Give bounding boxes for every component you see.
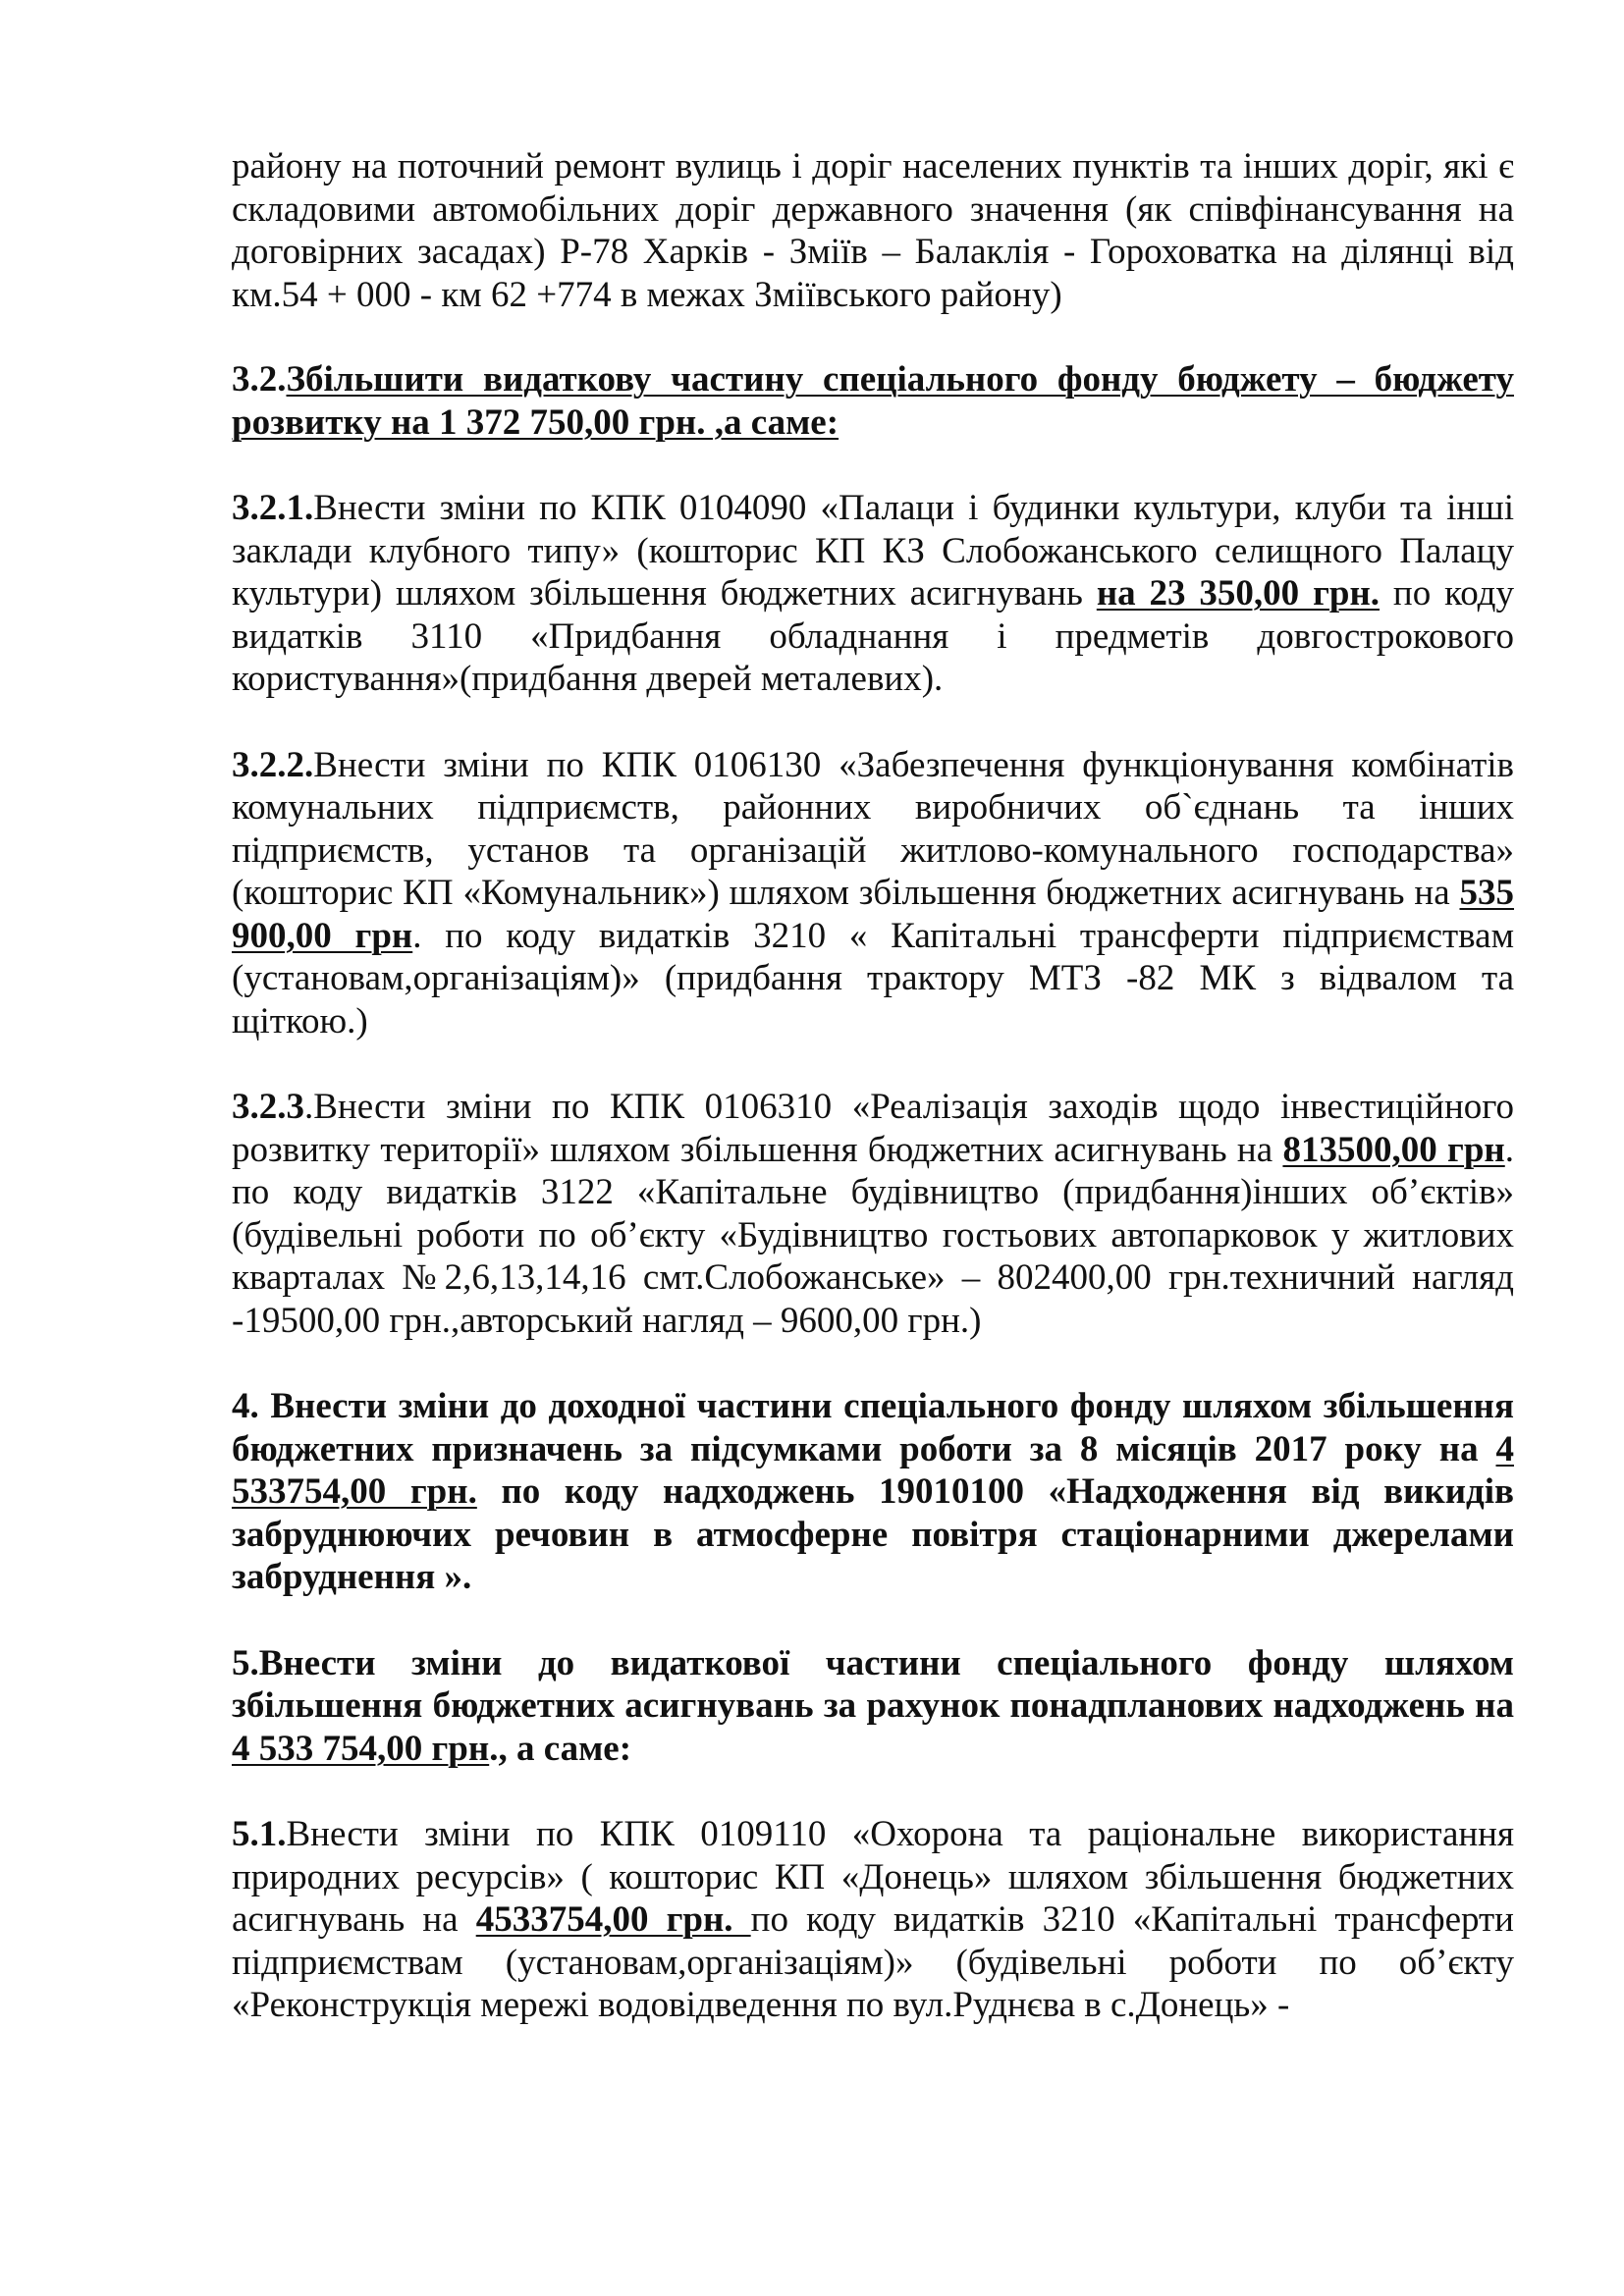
paragraph-road-repair bbox=[232, 145, 1514, 316]
section-3-2-1 bbox=[232, 487, 1514, 701]
amount: 4533754,00 грн. bbox=[475, 1899, 751, 1940]
paragraph-text: Внести зміни по КПК 0106130 «Забезпечення функціонування комбінатів комунальних підприємств, районних виробничих об`єднань та інших підприємств, установ та організацій житлово-комунального господарства» (кошторис КП «Комунальник») шляхом збільшення бюджетних асигнувань на bbox=[232, 744, 1514, 913]
paragraph-text: Внести зміни по КПК 0109110 «Охорона та раціональне використання природних ресурсів» ( кошторис КП «Донець» шляхом збільшення бюджетних асигнувань на bbox=[232, 1814, 1514, 1940]
paragraph-text: Внести зміни по КПК 0104090 «Палаци і будинки культури, клуби та інші заклади клубного типу» (кошторис КП КЗ Слобожанського селищного Палацу культури) шляхом збільшення бюджетних асигнувань bbox=[232, 488, 1514, 614]
section-number: 5.1. bbox=[232, 1814, 287, 1854]
paragraph-text: ., а саме: bbox=[489, 1728, 632, 1769]
section-number: 3.2.2. bbox=[232, 744, 314, 785]
section-5-1 bbox=[232, 1813, 1514, 2027]
paragraph-text: по коду видатків 3210 «Капітальні трансферти підприємствам (установам,організаціям)» (будівельні роботи по об’єкту «Реконструкція мережі водовідведення по вул.Руднєва в с.Донець» - bbox=[232, 1899, 1514, 2025]
paragraph-text: 5.Внести зміни до видаткової частини спеціального фонду шляхом збільшення бюджетних асигнувань за рахунок понадпланових надходжень на bbox=[232, 1642, 1514, 1726]
amount: 4 533 754,00 грн bbox=[232, 1728, 490, 1769]
document-page bbox=[232, 145, 1514, 2070]
section-number: 3.2.1. bbox=[232, 488, 314, 528]
amount: 535 900,00 грн bbox=[232, 873, 1514, 956]
section-4 bbox=[232, 1385, 1514, 1599]
paragraph-text: району на поточний ремонт вулиць і доріг населених пунктів та інших доріг, які є складовими автомобільних доріг державного значення (як співфінансування на договірних засадах) Р-78 Харків - Зміїв – Балаклія - Гороховатка на ділянці від км.54 + 000 - км 62 +774 в межах Зміївського району) bbox=[232, 146, 1514, 315]
paragraph-text: 4. Внести зміни до доходної частини спеціального фонду шляхом збільшення бюджетних призначень за підсумками роботи за 8 місяців 2017 року на bbox=[232, 1386, 1514, 1469]
section-3-2-3 bbox=[232, 1086, 1514, 1342]
section-number: 3.2. bbox=[232, 359, 287, 400]
paragraph-text: . по коду видатків 3122 «Капітальне будівництво (придбання)інших об’єктів» (будівельні роботи по об’єкту «Будівництво гостьових автопарковок у житлових кварталах №2,6,13,14,16 смт.Слобожанське» – 802400,00 грн.техничний нагляд -19500,00 грн.,авторський нагляд – 9600,00 грн.) bbox=[232, 1129, 1514, 1341]
section-3-2-2 bbox=[232, 744, 1514, 1043]
paragraph-text: .Внести зміни по КПК 0106310 «Реалізація заходів щодо інвестиційного розвитку території» шляхом збільшення бюджетних асигнувань на bbox=[232, 1087, 1514, 1170]
section-heading: Збільшити видаткову частину спеціального фонду бюджету – бюджету розвитку на 1 372 750,00 грн. ,а саме: bbox=[232, 359, 1514, 443]
paragraph-text: . по коду видатків 3210 « Капітальні трансферти підприємствам (установам,організаціям)» (придбання трактору МТЗ -82 МК з відвалом та щіткою.) bbox=[232, 915, 1514, 1041]
amount: 4 533754,00 грн. bbox=[232, 1428, 1514, 1512]
paragraph-text: по коду надходжень 19010100 «Надходження від викидів забруднюючих речовин в атмосферне повітря стаціонарними джерелами забруднення ». bbox=[232, 1471, 1514, 1597]
amount: 813500,00 грн bbox=[1282, 1129, 1505, 1170]
section-5 bbox=[232, 1642, 1514, 1771]
amount: на 23 350,00 грн. bbox=[1096, 573, 1380, 614]
section-number: 3.2.3 bbox=[232, 1087, 304, 1127]
section-3-2 bbox=[232, 358, 1514, 444]
paragraph-text: по коду видатків 3110 «Придбання обладнання і предметів довгострокового користування»(придбання дверей металевих). bbox=[232, 573, 1514, 699]
